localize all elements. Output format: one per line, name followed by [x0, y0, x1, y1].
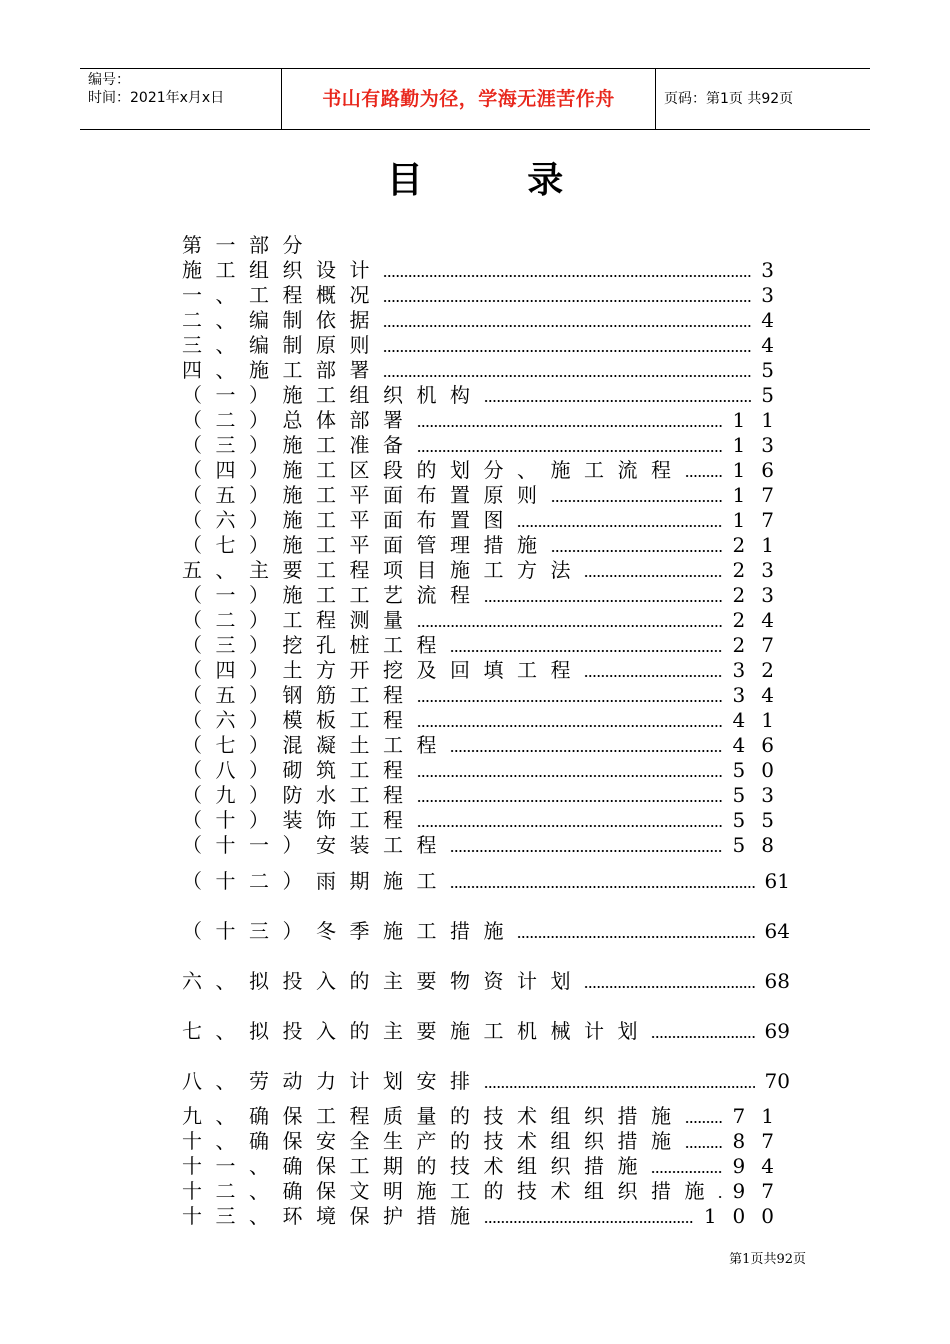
toc-entry[interactable] — [182, 480, 790, 506]
toc-page-number: 71 — [732, 1104, 790, 1128]
toc-page-number: 21 — [732, 533, 790, 557]
toc-page-number: 11 — [732, 408, 790, 432]
toc-entry[interactable] — [182, 1201, 790, 1227]
toc-leader-dots — [484, 1206, 694, 1224]
toc-leader-dots — [450, 835, 723, 853]
toc-leader-dots — [484, 1071, 755, 1089]
toc-leader-dots — [517, 510, 723, 528]
toc-page-number: 13 — [732, 433, 790, 457]
toc-entry[interactable] — [182, 580, 790, 606]
toc-leader-dots — [450, 735, 723, 753]
toc-leader-dots — [584, 560, 723, 578]
toc-entry-title: 九、确保工程质量的技术组织措施 — [182, 1104, 685, 1128]
toc-entry[interactable] — [182, 630, 790, 656]
toc-page-number: 87 — [732, 1129, 790, 1153]
document-time-label: 时间：2021年x月x日 — [88, 90, 225, 106]
toc-entry-title: （十一）安装工程 — [182, 833, 450, 857]
toc-leader-dots — [685, 460, 723, 478]
toc-entry-title: （六）施工平面布置图 — [182, 508, 517, 532]
toc-page-number: 69 — [764, 1019, 790, 1043]
toc-entry-title: 一、工程概况 — [182, 283, 383, 307]
toc-leader-dots — [718, 1181, 723, 1199]
toc-entry[interactable] — [182, 255, 790, 281]
toc-leader-dots — [417, 710, 723, 728]
toc-page-number: 94 — [732, 1154, 790, 1178]
toc-entry-title: 五、主要工程项目施工方法 — [182, 558, 584, 582]
toc-entry[interactable] — [182, 505, 790, 531]
toc-page-number: 70 — [764, 1069, 790, 1093]
toc-entry[interactable] — [182, 705, 790, 731]
toc-page-number: 16 — [732, 458, 790, 482]
toc-entry-title: （六）模板工程 — [182, 708, 417, 732]
toc-page-number: 3 — [761, 283, 790, 307]
toc-leader-dots — [450, 635, 723, 653]
toc-entry[interactable] — [182, 680, 790, 706]
toc-entry-title: （七）混凝土工程 — [182, 733, 450, 757]
toc-page-number: 100 — [703, 1204, 790, 1228]
toc-page-number: 17 — [732, 483, 790, 507]
toc-entry-title: 十、确保安全生产的技术组织措施 — [182, 1129, 685, 1153]
toc-entry-title: （五）施工平面布置原则 — [182, 483, 551, 507]
toc-entry[interactable] — [182, 280, 790, 306]
toc-entry[interactable] — [182, 1016, 790, 1042]
toc-leader-dots — [450, 871, 755, 889]
toc-entry-title: （四）土方开挖及回填工程 — [182, 658, 584, 682]
toc-entry[interactable] — [182, 830, 790, 856]
toc-entry[interactable] — [182, 305, 790, 331]
toc-leader-dots — [584, 971, 755, 989]
toc-entry-title: （九）防水工程 — [182, 783, 417, 807]
toc-leader-dots — [383, 260, 751, 278]
toc-entry-title: 十一、确保工期的技术组织措施 — [182, 1154, 651, 1178]
toc-page-number: 50 — [732, 758, 790, 782]
toc-leader-dots — [417, 685, 723, 703]
toc-entry-title: （三）施工准备 — [182, 433, 417, 457]
document-number-label: 编号： — [88, 72, 130, 88]
toc-entry-title: （十）装饰工程 — [182, 808, 417, 832]
toc-entry-title: （四）施工区段的划分、施工流程 — [182, 458, 685, 482]
toc-entry[interactable] — [182, 1101, 790, 1127]
toc-leader-dots — [383, 310, 751, 328]
toc-page-number: 68 — [764, 969, 790, 993]
toc-entry-title: （八）砌筑工程 — [182, 758, 417, 782]
toc-leader-dots — [551, 535, 723, 553]
toc-page-number: 17 — [732, 508, 790, 532]
toc-entry[interactable] — [182, 455, 790, 481]
toc-page-number: 27 — [732, 633, 790, 657]
toc-entry[interactable] — [182, 805, 790, 831]
toc-leader-dots — [383, 360, 751, 378]
toc-entry[interactable] — [182, 555, 790, 581]
toc-entry-title: （一）施工组织机构 — [182, 383, 484, 407]
page-footer: 第1页共92页 — [729, 1252, 806, 1267]
toc-leader-dots — [383, 335, 751, 353]
toc-entry-title: 四、施工部署 — [182, 358, 383, 382]
toc-page-number: 55 — [732, 808, 790, 832]
toc-entry-title: （五）钢筋工程 — [182, 683, 417, 707]
toc-entry-title: （十二）雨期施工 — [182, 869, 450, 893]
toc-page-number: 3 — [761, 258, 790, 282]
toc-page-number: 34 — [732, 683, 790, 707]
toc-entry-title: 六、拟投入的主要物资计划 — [182, 969, 584, 993]
toc-entry-title: 八、劳动力计划安排 — [182, 1069, 484, 1093]
toc-page-number: 64 — [764, 919, 790, 943]
toc-page-number: 61 — [764, 869, 790, 893]
toc-entry-title: 二、编制依据 — [182, 308, 383, 332]
toc-entry[interactable] — [182, 330, 790, 356]
toc-entry-title: 第一部分 — [182, 233, 316, 257]
toc-entry[interactable] — [182, 730, 790, 756]
toc-entry-title: （十三）冬季施工措施 — [182, 919, 517, 943]
toc-entry[interactable] — [182, 866, 790, 892]
toc-entry-title: 三、编制原则 — [182, 333, 383, 357]
toc-page-number: 23 — [732, 558, 790, 582]
toc-page-number: 41 — [732, 708, 790, 732]
toc-leader-dots — [417, 760, 723, 778]
toc-page-number: 32 — [732, 658, 790, 682]
toc-entry-title: 十三、环境保护措施 — [182, 1204, 484, 1228]
toc-entry[interactable] — [182, 430, 790, 456]
toc-leader-dots — [417, 610, 723, 628]
toc-leader-dots — [417, 410, 723, 428]
toc-entry-title: （二）总体部署 — [182, 408, 417, 432]
toc-entry-title: （七）施工平面管理措施 — [182, 533, 551, 557]
toc-entry[interactable] — [182, 1176, 790, 1202]
toc-page-number: 53 — [732, 783, 790, 807]
toc-leader-dots — [484, 385, 752, 403]
toc-page-number: 46 — [732, 733, 790, 757]
toc-page-number: 5 — [761, 358, 790, 382]
header-motto: 书山有路勤为径，学海无涯苦作舟 — [322, 88, 615, 110]
toc-entry[interactable] — [182, 230, 316, 256]
toc-leader-dots — [417, 435, 723, 453]
toc-page-number: 24 — [732, 608, 790, 632]
toc-page-number: 5 — [761, 383, 790, 407]
toc-leader-dots — [517, 921, 755, 939]
toc-entry[interactable] — [182, 966, 790, 992]
toc-page-number: 4 — [761, 333, 790, 357]
toc-entry[interactable] — [182, 916, 790, 942]
toc-entry[interactable] — [182, 530, 790, 556]
toc-leader-dots — [651, 1156, 723, 1174]
toc-entry-title: 施工组织设计 — [182, 258, 383, 282]
toc-page-number: 58 — [732, 833, 790, 857]
toc-entry-title: （一）施工工艺流程 — [182, 583, 484, 607]
toc-entry[interactable] — [182, 755, 790, 781]
toc-entry[interactable] — [182, 780, 790, 806]
toc-leader-dots — [383, 285, 751, 303]
toc-leader-dots — [484, 585, 723, 603]
toc-leader-dots — [685, 1131, 723, 1149]
toc-entry-title: 十二、确保文明施工的技术组织措施 — [182, 1179, 718, 1203]
toc-leader-dots — [551, 485, 723, 503]
toc-entry[interactable] — [182, 655, 790, 681]
toc-entry[interactable] — [182, 380, 790, 406]
toc-entry[interactable] — [182, 1066, 790, 1092]
header-page-info: 页码：第1页 共92页 — [664, 91, 794, 107]
page-title: 目 录 — [386, 160, 610, 201]
toc-entry[interactable] — [182, 1151, 790, 1177]
toc-entry-title: （二）工程测量 — [182, 608, 417, 632]
toc-entry[interactable] — [182, 405, 790, 431]
toc-entry[interactable] — [182, 1126, 790, 1152]
toc-leader-dots — [651, 1021, 755, 1039]
toc-entry-title: 七、拟投入的主要施工机械计划 — [182, 1019, 651, 1043]
toc-page-number: 97 — [732, 1179, 790, 1203]
toc-page-number: 4 — [761, 308, 790, 332]
toc-leader-dots — [417, 810, 723, 828]
toc-entry-title: （三）挖孔桩工程 — [182, 633, 450, 657]
toc-leader-dots — [584, 660, 723, 678]
toc-entry[interactable] — [182, 355, 790, 381]
toc-leader-dots — [417, 785, 723, 803]
toc-entry[interactable] — [182, 605, 790, 631]
toc-page-number: 23 — [732, 583, 790, 607]
toc-leader-dots — [685, 1106, 723, 1124]
